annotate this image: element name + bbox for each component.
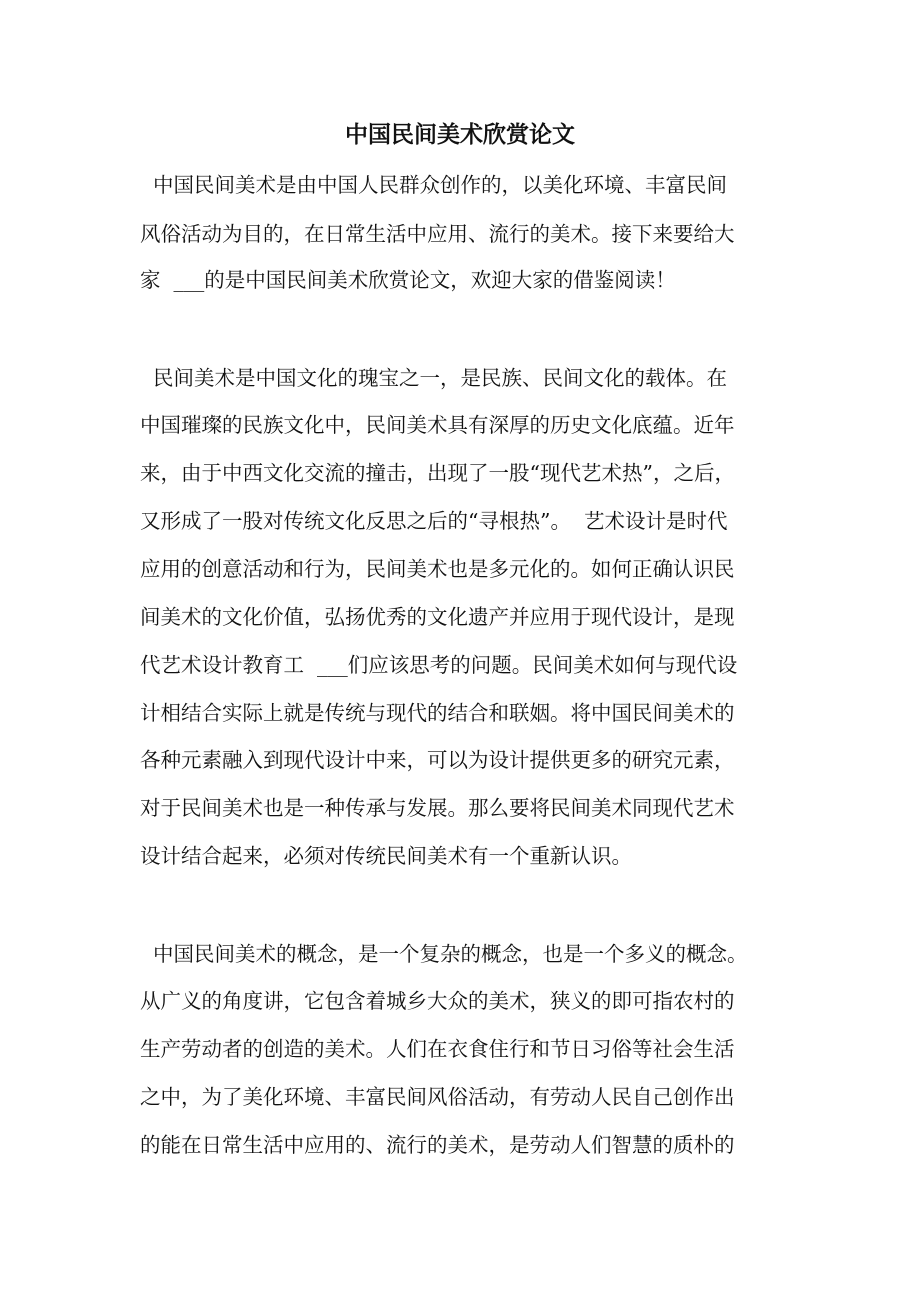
paragraph-line: 设计结合起来，必须对传统民间美术有一个重新认识。: [140, 844, 632, 868]
paragraph-line: 应用的创意活动和行为，民间美术也是多元化的。如何正确认识民: [140, 557, 735, 581]
paragraph-line: 之中，为了美化环境、丰富民间风俗活动，有劳动人民自己创作出: [140, 1085, 735, 1109]
paragraph-line: 又形成了一股对传统文化反思之后的“寻根热”。 艺术设计是时代: [140, 509, 728, 533]
paragraph-line: 生产劳动者的创造的美术。人们在衣食住行和节日习俗等社会生活: [140, 1037, 735, 1061]
paragraph-line: 各种元素融入到现代设计中来，可以为设计提供更多的研究元素，: [140, 748, 735, 772]
paragraph-line: 来，由于中西文化交流的撞击，出现了一股“现代艺术热”，之后，: [140, 461, 735, 485]
paragraph-line: 的能在日常生活中应用的、流行的美术，是劳动人们智慧的质朴的: [140, 1133, 735, 1157]
paragraph-line: 计相结合实际上就是传统与现代的结合和联姻。将中国民间美术的: [140, 701, 735, 725]
paragraph-line: 从广义的角度讲，它包含着城乡大众的美术，狭义的即可指农村的: [140, 989, 735, 1013]
paragraph-line: 家 ___的是中国民间美术欣赏论文，欢迎大家的借鉴阅读！: [140, 268, 676, 292]
paragraph-line: 中国民间美术是由中国人民群众创作的，以美化环境、丰富民间: [140, 173, 728, 197]
paragraph-line: 中国民间美术的概念，是一个复杂的概念，也是一个多义的概念。: [140, 942, 748, 966]
paragraph-line: 间美术的文化价值，弘扬优秀的文化遗产并应用于现代设计，是现: [140, 605, 735, 629]
paragraph-line: 中国璀璨的民族文化中，民间美术具有深厚的历史文化底蕴。近年: [140, 413, 735, 437]
paragraph-line: 代艺术设计教育工 ___们应该思考的问题。民间美术如何与现代设: [140, 653, 738, 677]
paragraph-line: 对于民间美术也是一种传承与发展。那么要将民间美术同现代艺术: [140, 796, 735, 820]
paragraph-line: 风俗活动为目的，在日常生活中应用、流行的美术。接下来要给大: [140, 222, 735, 246]
document-title: 中国民间美术欣赏论文: [345, 121, 575, 148]
paragraph-line: 民间美术是中国文化的瑰宝之一，是民族、民间文化的载体。在: [140, 366, 728, 390]
